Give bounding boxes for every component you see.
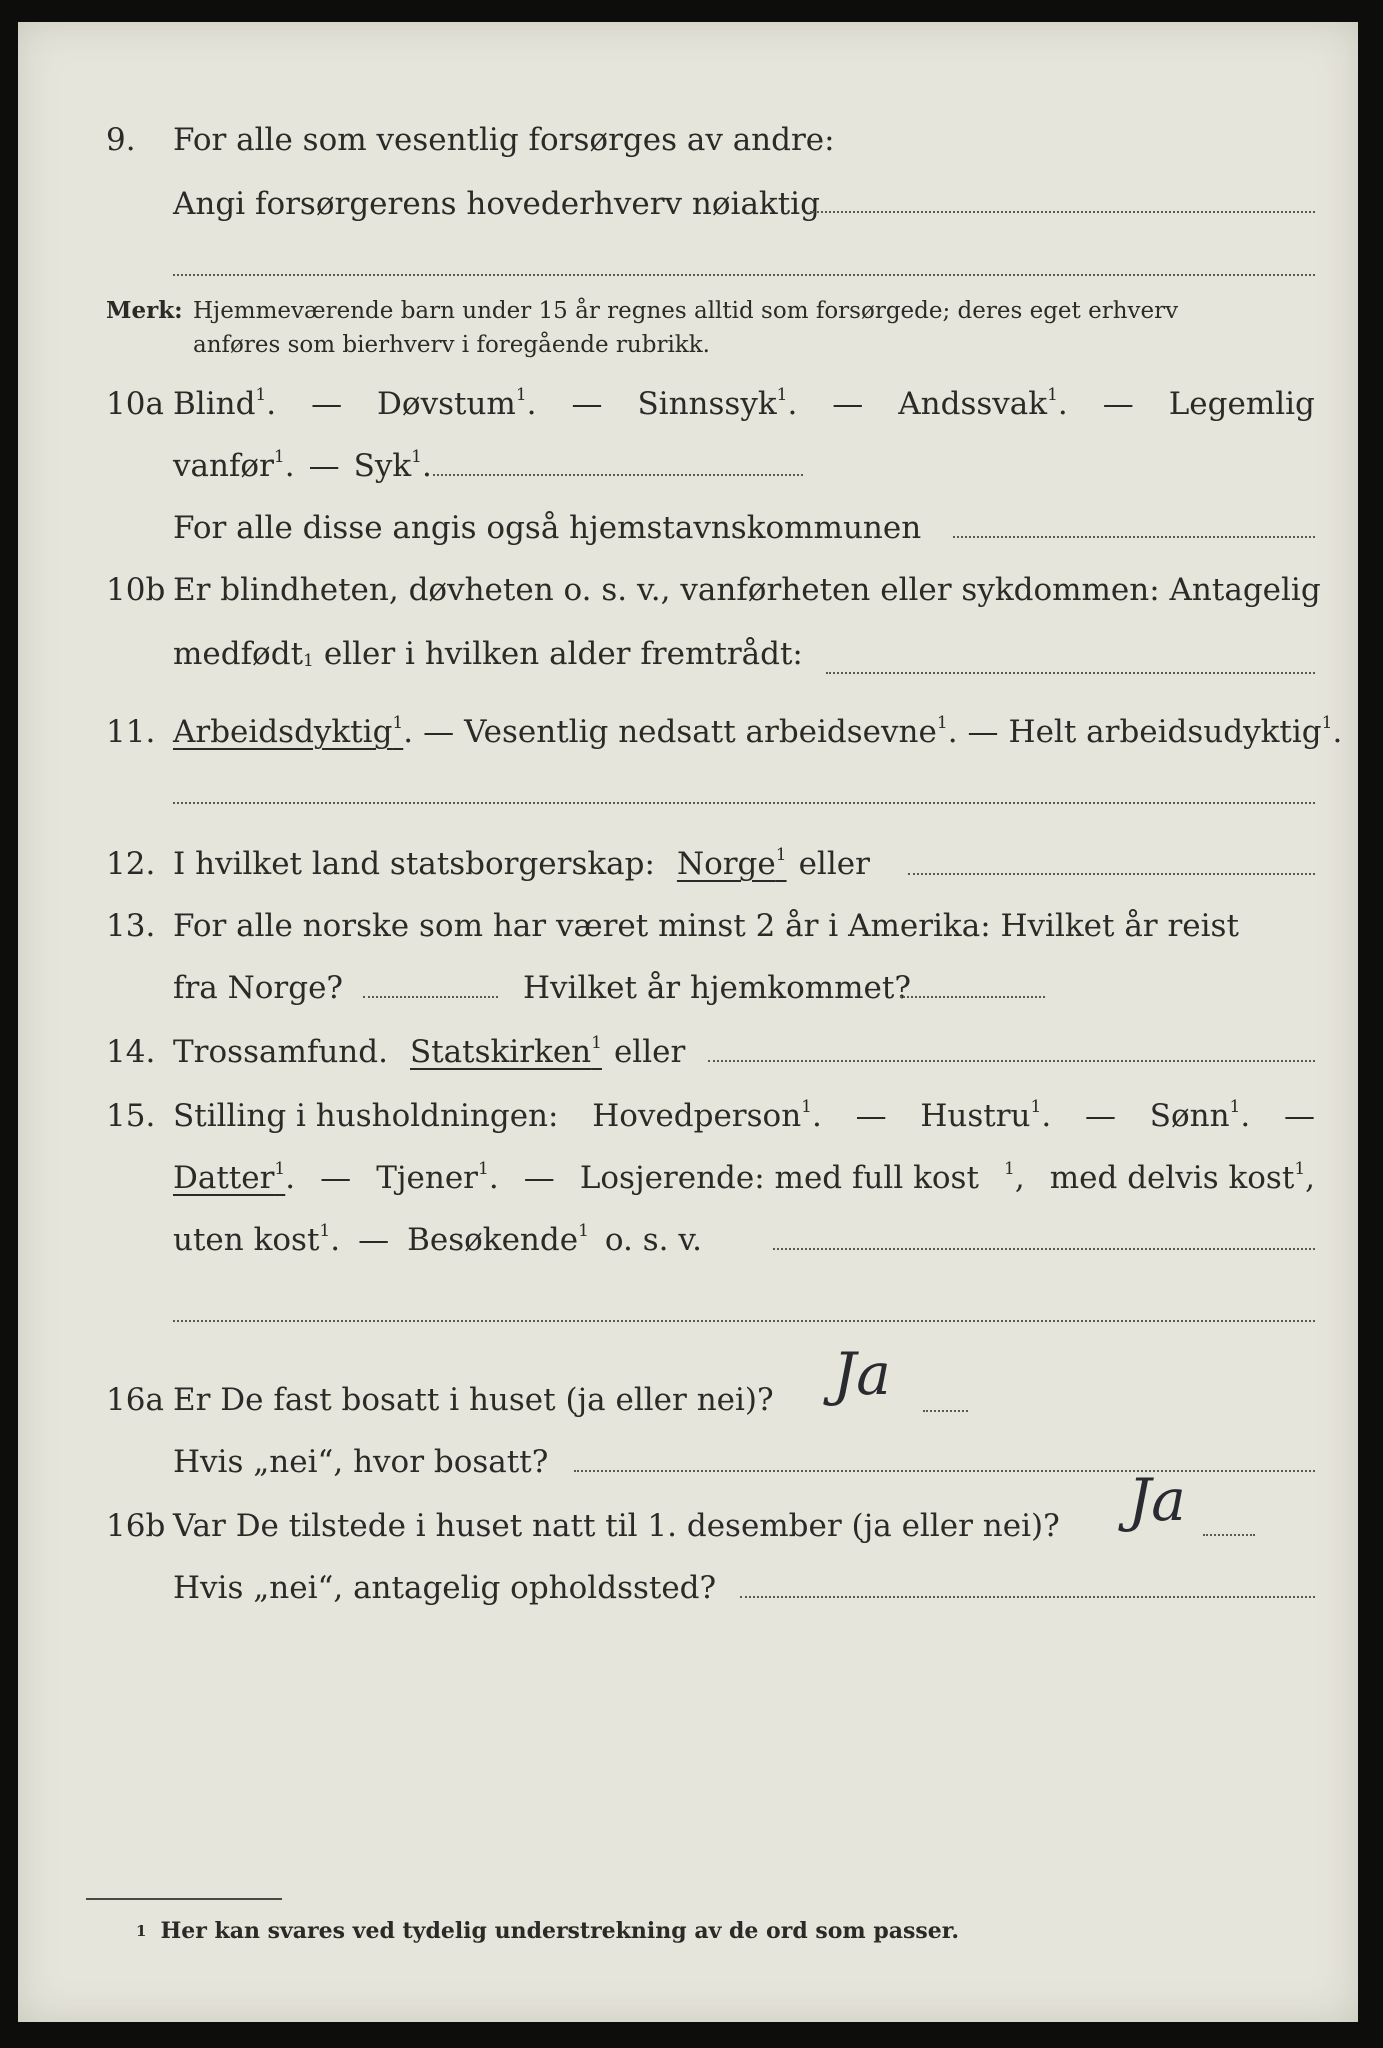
q16a-text: Er De fast bosatt i huset (ja eller nei)?: [173, 1382, 774, 1418]
q10b-answer-line[interactable]: [826, 672, 1315, 674]
footnote-rule: [86, 1898, 282, 1900]
merk-note: [106, 294, 183, 328]
q15-number: 15.: [106, 1098, 156, 1134]
q13-hjemkommet-line[interactable]: [900, 996, 1045, 998]
q14-text: Trossamfund.: [173, 1034, 388, 1070]
q16b-text: Var De tilstede i huset natt til 1. desember (ja eller nei)?: [173, 1508, 1060, 1544]
q16a-bosatt-line[interactable]: [574, 1470, 1315, 1472]
paper-top-tab: [660, 0, 720, 20]
q16a-text-2: Hvis „nei“, hvor bosatt?: [173, 1444, 549, 1480]
census-form-page: 9. For alle som vesentlig forsørges av andre: Angi forsørgerens hovederhverv nøiaktig Merk: Hjemmeværende barn under 15 år regnes alltid som forsørgede; deres eget erhverv anføres som bierhverv i foregående rubrikk. 10a Blind$^1$. — Døvstum$^1$. — Sinnssyk$^1$. — Andssvak$^1$. — Legemlig vanfør$^1$. — Syk$^1$. For alle disse angis også hjemstavnskommunen 10b Er blindheten, døvheten o. s. v., vanførheten eller sykdommen: Antagelig medfødt $^1$ eller i hvilken alder fremtrådt: 11. Arbeidsdyktig$^1$ . — Vesentlig nedsatt arbeidsevne$^1$. — Helt arbeidsudyktig$^1$. 12. I hvilket land statsborgerskap: Norge$^1$ eller 13. For alle norske som har været minst 2 år i Amerika: Hvilket år reist fra Norge? Hvilket år hjemkommet? 14. Trossamfund. Statskirken$^1$ eller 15. Stilling i husholdningen: Hovedperson$^1$. — Hustru$^1$. — Sønn$^1$. — Datter$^1$. — Tjener$^1$. — Losjerende: med full kost $^1$, med delvis kost$^1$, uten kost$^1$. — Besøkende$^1$ o. s. v. 16a Er De fast bosatt i huset (ja eller nei)? Ja Hvis „nei“, hvor bosatt? 16b Var De tilstede i huset natt til 1. desember (ja eller nei)? Ja Hvis „nei“, antagelig opholdssted? 1 Her kan svares ved tydelig understrekning av de ord som passer.: [18, 22, 1358, 2022]
q10b-text-2b: eller i hvilken alder fremtrådt:: [323, 636, 803, 672]
q16b-answer-line[interactable]: [1203, 1534, 1255, 1536]
merk-text-1: Hjemmeværende barn under 15 år regnes alltid som forsørgede; deres eget erhverv: [193, 298, 1179, 324]
footnote-text: Her kan svares ved tydelig understrekning av de ord som passer.: [160, 1918, 959, 1944]
opt-legemlig[interactable]: Legemlig: [1168, 386, 1315, 422]
q9-answer-line[interactable]: [810, 211, 1315, 213]
q9-answer-line-2[interactable]: [173, 274, 1315, 276]
q13-hjemkommet-label: Hvilket år hjemkommet?: [523, 970, 911, 1006]
opt-syk[interactable]: Syk: [353, 448, 412, 484]
footnote-mark: 1: [136, 1922, 147, 1940]
q9-text: For alle som vesentlig forsørges av andre:: [173, 122, 835, 158]
q10b-text-2a: medfødt: [173, 636, 304, 672]
q14-eller: eller: [613, 1034, 686, 1070]
q12-eller: eller: [798, 846, 870, 882]
q11-number: 11.: [106, 714, 156, 750]
q11-answer-line[interactable]: [173, 802, 1315, 804]
opt-hustru[interactable]: Hustru: [920, 1098, 1031, 1134]
q15-losjerende: Losjerende: med full kost: [579, 1160, 979, 1196]
q13-reist-label: fra Norge?: [173, 970, 344, 1006]
q14-answer-line[interactable]: [708, 1060, 1315, 1062]
q16b-number: 16b: [106, 1508, 166, 1544]
merk-text-2: anføres som bierhverv i foregående rubrikk.: [193, 332, 710, 358]
q16b-opphold-line[interactable]: [740, 1596, 1315, 1598]
q10b-text: Er blindheten, døvheten o. s. v., vanførheten eller sykdommen: Antagelig: [173, 572, 1321, 608]
q16b-text-2: Hvis „nei“, antagelig opholdssted?: [173, 1570, 717, 1606]
q16a-answer-line[interactable]: [923, 1410, 968, 1412]
q14-number: 14.: [106, 1034, 156, 1070]
q15-answer-line[interactable]: [773, 1248, 1315, 1250]
q13-reist-line[interactable]: [363, 996, 498, 998]
q13-text: For alle norske som har været minst 2 år i Amerika: Hvilket år reist: [173, 908, 1239, 944]
opt-norge[interactable]: Norge: [676, 846, 776, 882]
q15-osv: o. s. v.: [604, 1222, 703, 1258]
q16b-handwritten-answer: Ja: [1128, 1466, 1186, 1534]
q9-text-2: Angi forsørgerens hovederhverv nøiaktig: [173, 186, 820, 222]
merk-label: Merk:: [106, 297, 183, 324]
q15-label: Stilling i husholdningen:: [173, 1098, 559, 1134]
q12-text: I hvilket land statsborgerskap:: [173, 846, 655, 882]
q10a-hjemstavn-line[interactable]: [953, 536, 1315, 538]
opt-blind[interactable]: Blind: [173, 386, 256, 422]
opt-vanfor[interactable]: vanfør: [173, 448, 274, 484]
q10a-answer-line[interactable]: [433, 474, 803, 476]
q16a-number: 16a: [106, 1382, 164, 1418]
opt-nedsatt[interactable]: Vesentlig nedsatt arbeidsevne: [464, 714, 937, 750]
opt-dovstum[interactable]: Døvstum: [377, 386, 516, 422]
q15-answer-line-2[interactable]: [173, 1320, 1315, 1322]
q10b-number: 10b: [106, 572, 166, 608]
opt-arbeidsudyktig[interactable]: Helt arbeidsudyktig: [1008, 714, 1322, 750]
opt-delvis-kost[interactable]: med delvis kost: [1049, 1160, 1295, 1196]
q10a-number: 10a: [106, 386, 164, 422]
opt-andssvak[interactable]: Andssvak: [898, 386, 1048, 422]
q16a-handwritten-answer: Ja: [833, 1340, 891, 1408]
q13-number: 13.: [106, 908, 156, 944]
opt-sinnssyk[interactable]: Sinnssyk: [637, 386, 777, 422]
q12-answer-line[interactable]: [908, 873, 1315, 875]
q12-number: 12.: [106, 846, 156, 882]
opt-arbeidsdyktig[interactable]: Arbeidsdyktig: [173, 714, 393, 750]
opt-sonn[interactable]: Sønn: [1149, 1098, 1230, 1134]
opt-tjener[interactable]: Tjener: [376, 1160, 478, 1196]
footnote: [136, 1918, 959, 1944]
opt-datter[interactable]: Datter: [173, 1160, 275, 1196]
q10a-hjemstavn: For alle disse angis også hjemstavnskommunen: [173, 510, 922, 546]
opt-statskirken[interactable]: Statskirken: [409, 1034, 592, 1070]
opt-uten-kost[interactable]: uten kost: [173, 1222, 320, 1258]
opt-besokende[interactable]: Besøkende: [407, 1222, 579, 1258]
q9-number: 9.: [106, 122, 136, 158]
opt-hovedperson[interactable]: Hovedperson: [592, 1098, 802, 1134]
